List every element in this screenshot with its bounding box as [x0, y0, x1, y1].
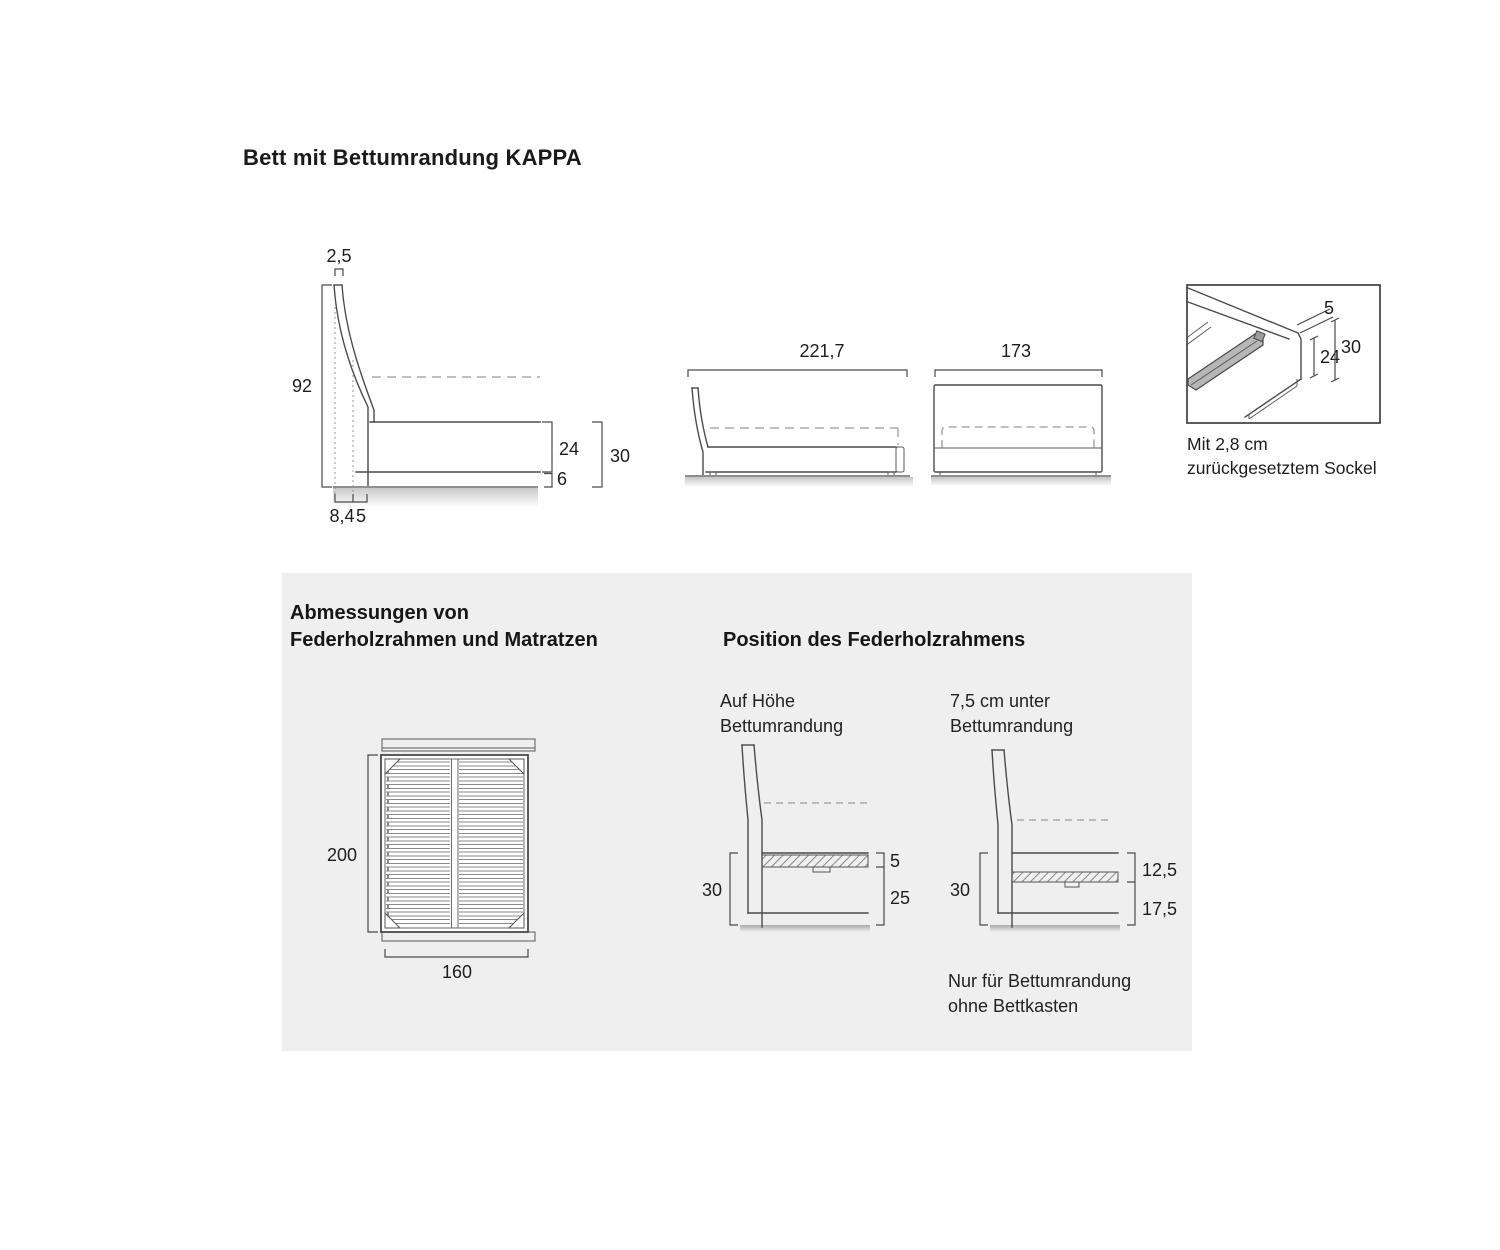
dim-bracket-92 — [322, 285, 332, 487]
pos2-label — [950, 689, 1073, 739]
headboard-inner-line — [754, 745, 762, 927]
specs-panel — [282, 573, 1192, 1051]
bed-front-view-diagram — [925, 330, 1115, 490]
support-tab — [813, 867, 830, 872]
dim-frame-length: 200 — [326, 845, 358, 865]
frame-end-cap — [896, 447, 904, 472]
headboard-section-diagram — [280, 235, 630, 535]
dim-base-offset: 8,4 — [329, 506, 355, 526]
headboard-outer-line — [992, 750, 998, 913]
page-title: Bett mit Bettumrandung KAPPA — [243, 145, 582, 170]
header-line1: Abmessungen von — [290, 602, 469, 624]
support-tab — [1065, 882, 1079, 887]
dim-bracket-30 — [592, 422, 602, 487]
dim-bottom-gap: 6 — [557, 469, 568, 489]
floor-shadow — [685, 477, 913, 487]
rim-inner-edge — [1188, 302, 1289, 339]
sockel-caption — [1187, 432, 1377, 480]
federholzrahmen-bar — [1012, 872, 1118, 882]
dim-bracket-right — [1127, 853, 1135, 925]
floor-shadow — [990, 925, 1120, 932]
dim-bracket-width — [935, 370, 1102, 377]
ledge-rail-highlight — [1191, 341, 1257, 385]
surround-head-cap — [382, 739, 535, 751]
sockel-detail-diagram — [1183, 278, 1398, 430]
pos1-label — [720, 689, 843, 739]
surround-box — [934, 385, 1102, 472]
mattress-level-dashed — [710, 428, 898, 445]
headboard-outer-line — [692, 388, 703, 476]
sockel-step-line — [1249, 386, 1297, 419]
dim-total-height: 30 — [610, 446, 631, 466]
dim-inner-depth: 24 — [1320, 347, 1341, 367]
position2-diagram — [938, 736, 1190, 948]
pos2-label-line2: Bettumrandung — [950, 716, 1074, 736]
slats-right-column — [459, 761, 523, 926]
floor-shadow — [740, 925, 870, 932]
bed-side-view-diagram — [670, 330, 920, 490]
dim-bracket-30 — [980, 853, 988, 925]
dim-bracket-length — [688, 370, 907, 377]
mattress-dashed-outline — [942, 427, 1094, 448]
dim-height: 92 — [291, 376, 313, 396]
dim-bottom: 17,5 — [1142, 899, 1178, 919]
floor-shadow — [931, 477, 1111, 486]
dim-bracket-200 — [368, 755, 378, 932]
dim-top: 12,5 — [1142, 860, 1178, 880]
surround-foot-cap — [382, 932, 535, 941]
panel-header-position: Position des Federholzrahmens — [723, 629, 1026, 651]
dim-length: 221,7 — [799, 341, 845, 361]
floor-shadow — [333, 488, 538, 507]
dim-bracket-6 — [544, 474, 552, 488]
dim-frame-width: 160 — [441, 962, 473, 982]
slats-left-column — [386, 761, 450, 926]
dim-bracket-24 — [542, 422, 552, 472]
dim-bottom: 25 — [890, 888, 911, 908]
dim-bracket-2-5 — [335, 269, 343, 276]
dim-line-24 — [1310, 336, 1318, 378]
pos1-label-line1: Auf Höhe — [720, 691, 796, 711]
sockel-caption-line2: zurückgesetztem Sockel — [1187, 458, 1377, 478]
headboard-inner-line — [1004, 750, 1012, 927]
slatted-frame-diagram — [318, 723, 568, 993]
pos2-note — [948, 969, 1131, 1019]
dim-headboard-thickness: 2,5 — [326, 246, 352, 266]
dim-top: 5 — [890, 851, 901, 871]
position1-diagram — [698, 736, 928, 948]
header-line2: Federholzrahmen und Matratzen — [290, 629, 598, 651]
dim-rim: 5 — [1323, 298, 1335, 318]
dim-frame-height: 24 — [559, 439, 580, 459]
dim-total: 30 — [701, 880, 723, 900]
sockel-caption-line1: Mit 2,8 cm — [1187, 434, 1268, 454]
pos2-note-line2: ohne Bettkasten — [948, 996, 1079, 1016]
sockel-step-tick — [1249, 379, 1297, 419]
headboard-outer-line — [742, 745, 748, 913]
panel-header-dimensions — [290, 600, 598, 654]
dim-base-width: 5 — [355, 506, 367, 526]
corner-edge — [1298, 333, 1301, 379]
headboard-outer-line — [334, 285, 368, 487]
pos2-label-line1: 7,5 cm unter — [950, 691, 1051, 711]
center-rail — [452, 759, 459, 928]
dim-bracket-right — [876, 853, 884, 925]
federholzrahmen-bar — [762, 855, 868, 867]
dim-total: 30 — [949, 880, 971, 900]
dim-total: 30 — [1341, 337, 1362, 357]
face-bottom-edge — [1245, 379, 1301, 417]
dim-width: 173 — [1000, 341, 1032, 361]
pos2-note-line1: Nur für Bettumrandung — [948, 971, 1132, 991]
rim-outer-edge — [1188, 288, 1298, 333]
pos1-label-line2: Bettumrandung — [720, 716, 844, 736]
dim-bracket-30 — [730, 853, 738, 925]
dim-bracket-160 — [385, 949, 528, 957]
